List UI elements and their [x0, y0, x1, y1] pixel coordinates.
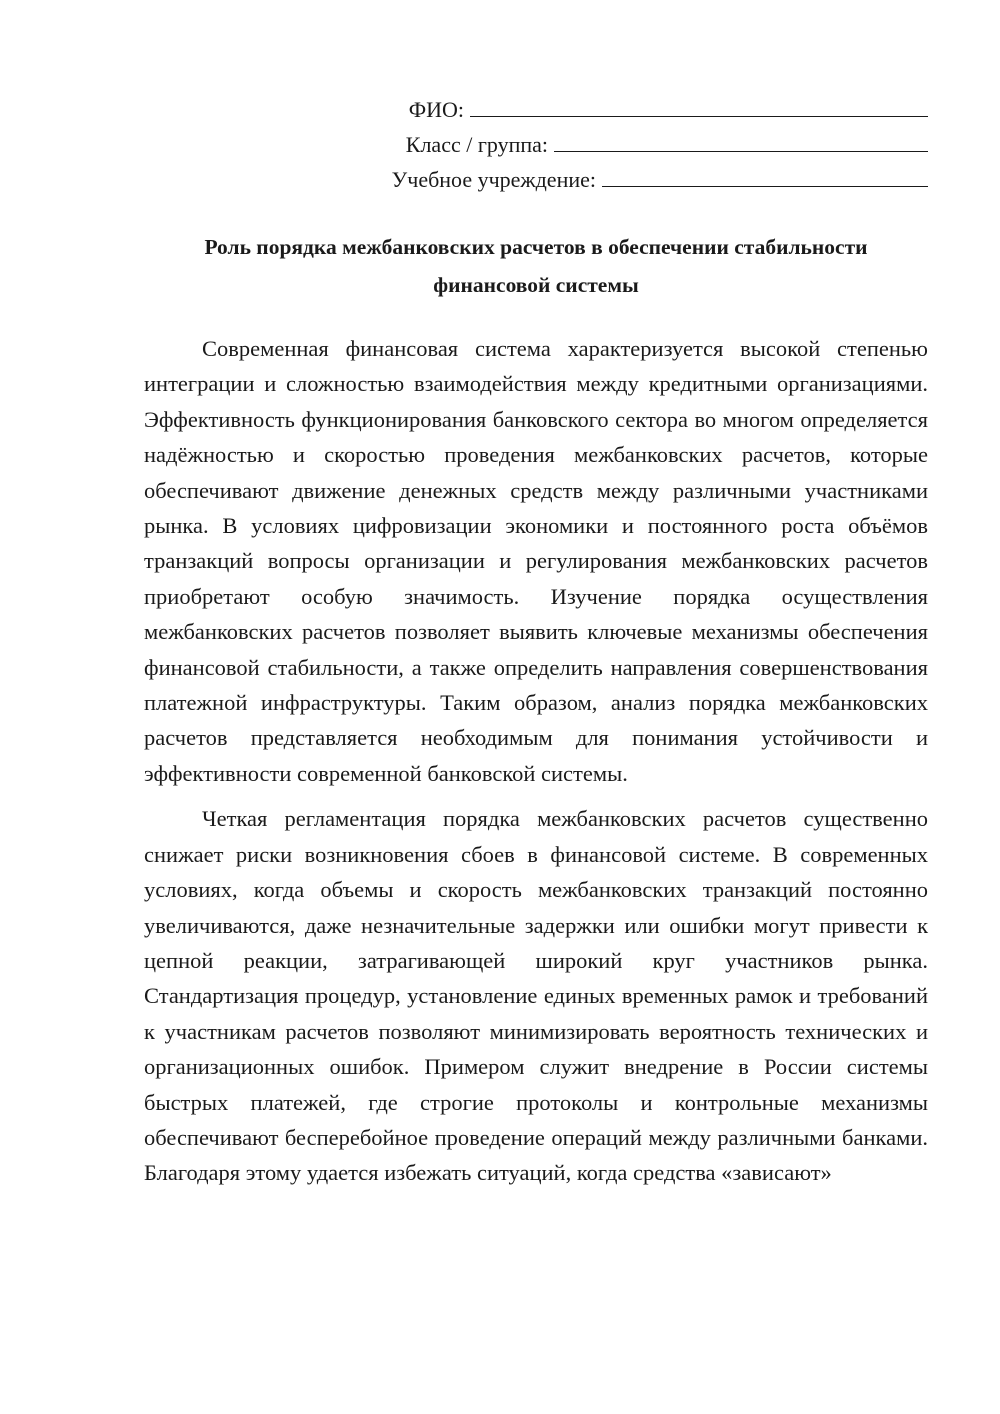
fio-label: ФИО:	[408, 97, 464, 122]
class-blank-line	[554, 129, 928, 152]
institution-label: Учебное учреждение:	[391, 167, 596, 192]
document-title: Роль порядка межбанковских расчетов в обеспечении стабильности финансовой системы	[204, 235, 868, 297]
document-body	[144, 331, 928, 1201]
paragraph: Современная финансовая система характеризуется высокой степенью интеграции и сложностью взаимодействия между кредитными организациями. Эффективность функционирования банковского сектора во многом определяется надёжностью и скоростью проведения межбанковских расчетов, которые обеспечивают движение денежных средств между различными участниками рынка. В условиях цифровизации экономики и постоянного роста объёмов транзакций вопросы организации и регулирования межбанковских расчетов приобретают особую значимость. Изучение порядка осуществления межбанковских расчетов позволяет выявить ключевые механизмы обеспечения финансовой стабильности, а также определить направления совершенствования платежной инфраструктуры. Таким образом, анализ порядка межбанковских расчетов представляется необходимым для понимания устойчивости и эффективности современной банковской системы.	[144, 336, 928, 786]
fio-row	[328, 92, 928, 127]
student-info-block	[328, 92, 928, 197]
paragraph: Четкая регламентация порядка межбанковских расчетов существенно снижает риски возникновения сбоев в финансовой системе. В современных условиях, когда объемы и скорость межбанковских транзакций постоянно увеличиваются, даже незначительные задержки или ошибки могут привести к цепной реакции, затрагивающей широкий круг участников рынка. Стандартизация процедур, установление единых временных рамок и требований к участникам расчетов позволяют минимизировать вероятность технических и организационных ошибок. Примером служит внедрение в России системы быстрых платежей, где строгие протоколы и контрольные механизмы обеспечивают бесперебойное проведение операций между различными банками. Благодаря этому удается избежать ситуаций, когда средства «зависают»	[144, 806, 928, 1186]
institution-row	[328, 162, 928, 197]
class-row	[328, 127, 928, 162]
class-label: Класс / группа:	[405, 132, 548, 157]
fio-blank-line	[470, 94, 928, 117]
institution-blank-line	[602, 164, 928, 187]
